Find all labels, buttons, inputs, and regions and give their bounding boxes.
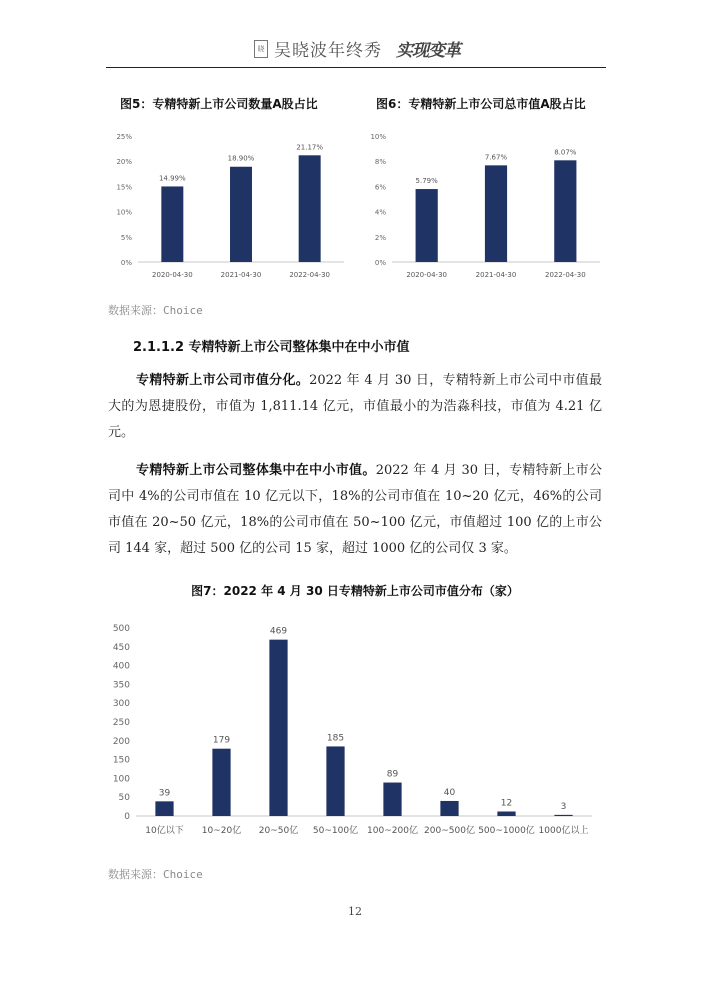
data-label: 39 [158, 788, 171, 799]
y-tick-label: 8% [374, 158, 386, 167]
paragraph-body: 2022 年 4 月 30 日，专精特新上市公司中市值最大的为恩捷股份，市值为 1,811.14 亿元，市值最小的为浩淼科技，市值为 4.21 亿元。 [108, 373, 602, 440]
x-tick-label: 50~100亿 [312, 826, 359, 836]
bar [440, 801, 458, 816]
y-tick-label: 100 [112, 774, 130, 785]
y-tick-label: 4% [374, 208, 386, 217]
data-label: 8.07% [554, 148, 577, 157]
x-tick-label: 2020-04-30 [406, 271, 448, 279]
figure5-chart [106, 122, 356, 288]
x-tick-label: 2021-04-30 [475, 271, 517, 279]
y-tick-label: 0 [124, 812, 130, 822]
y-tick-label: 25% [116, 133, 132, 141]
data-source-note: 数据来源：Choice [108, 868, 203, 881]
figure6-title: 图6：专精特新上市公司总市值A股占比 [376, 97, 586, 111]
y-tick-label: 2% [374, 233, 386, 242]
header-title: 吴晓波年终秀 [274, 41, 382, 61]
x-tick-label: 100~200亿 [367, 826, 418, 836]
data-label: 89 [386, 769, 399, 780]
brand-logo-icon: 晓 [254, 40, 268, 58]
data-label: 21.17% [296, 143, 324, 152]
data-label: 18.90% [227, 154, 255, 163]
y-tick-label: 10% [370, 133, 386, 141]
y-tick-label: 450 [112, 642, 130, 653]
y-tick-label: 200 [112, 736, 130, 747]
data-label: 185 [326, 733, 345, 744]
x-tick-label: 2021-04-30 [220, 271, 262, 279]
bar [554, 160, 576, 262]
x-tick-label: 1000亿以上 [538, 826, 589, 836]
bar [155, 801, 173, 816]
page-number: 12 [348, 905, 362, 918]
bar [230, 167, 252, 262]
data-label: 3 [560, 801, 567, 812]
y-tick-label: 300 [112, 699, 130, 710]
paragraph-lead: 专精特新上市公司整体集中在中小市值。 [136, 463, 376, 478]
header-divider [106, 67, 606, 68]
paragraph-market-cap-divergence [108, 368, 602, 446]
bar [497, 811, 515, 816]
paragraph-body: 2022 年 4 月 30 日，专精特新上市公司中 4%的公司市值在 10 亿元以下，18%的公司市值在 10~20 亿元，46%的公司市值在 20~50 亿元，18%的公司市值在 50~100 亿元，市值超过 100 亿的上市公司 144 家，超过 500 亿的公司 15 家，超过 1000 亿的公司仅 3 家。 [108, 463, 602, 556]
data-label: 469 [269, 626, 288, 637]
figure7-chart [106, 615, 606, 845]
data-label: 7.67% [484, 153, 508, 162]
y-tick-label: 0% [120, 259, 132, 267]
figure5-title: 图5：专精特新上市公司数量A股占比 [120, 97, 318, 111]
paragraph-lead: 专精特新上市公司市值分化。 [136, 373, 310, 388]
data-label: 14.99% [158, 174, 186, 183]
paragraph-small-mid-cap [108, 458, 602, 562]
bar [269, 640, 287, 816]
x-tick-label: 2022-04-30 [544, 271, 586, 279]
y-tick-label: 250 [112, 718, 130, 728]
data-source-note: 数据来源：Choice [108, 304, 203, 317]
y-tick-label: 350 [112, 680, 130, 691]
bar [554, 815, 572, 816]
header-script-logo: 实现变革 [396, 41, 460, 61]
y-tick-label: 0% [374, 259, 386, 267]
bar [161, 186, 183, 262]
x-tick-label: 10~20亿 [201, 826, 242, 836]
y-tick-label: 15% [116, 183, 132, 192]
page-header [0, 30, 710, 70]
data-label: 40 [443, 787, 456, 798]
data-label: 5.79% [415, 177, 438, 186]
x-tick-label: 10亿以下 [145, 826, 184, 836]
bar [326, 746, 344, 816]
y-tick-label: 500 [112, 624, 130, 634]
data-label: 12 [500, 798, 513, 809]
x-tick-label: 2022-04-30 [289, 271, 331, 279]
figure6-chart [364, 122, 610, 288]
y-tick-label: 10% [116, 208, 132, 217]
x-tick-label: 20~50亿 [258, 826, 299, 836]
data-label: 179 [212, 735, 231, 746]
x-tick-label: 2020-04-30 [151, 271, 193, 279]
y-tick-label: 5% [120, 233, 132, 242]
section-heading: 2.1.1.2 专精特新上市公司整体集中在中小市值 [133, 340, 410, 355]
figure7-title: 图7：2022 年 4 月 30 日专精特新上市公司市值分布（家） [191, 584, 519, 598]
x-tick-label: 500~1000亿 [478, 826, 535, 836]
bar [212, 749, 230, 816]
y-tick-label: 6% [374, 183, 386, 192]
y-tick-label: 20% [116, 158, 132, 167]
bar [299, 155, 321, 262]
x-tick-label: 200~500亿 [424, 826, 475, 836]
bar [416, 189, 438, 262]
y-tick-label: 400 [112, 661, 130, 672]
y-tick-label: 50 [118, 793, 130, 804]
y-tick-label: 150 [112, 755, 130, 766]
bar [485, 165, 507, 262]
bar [383, 783, 401, 816]
